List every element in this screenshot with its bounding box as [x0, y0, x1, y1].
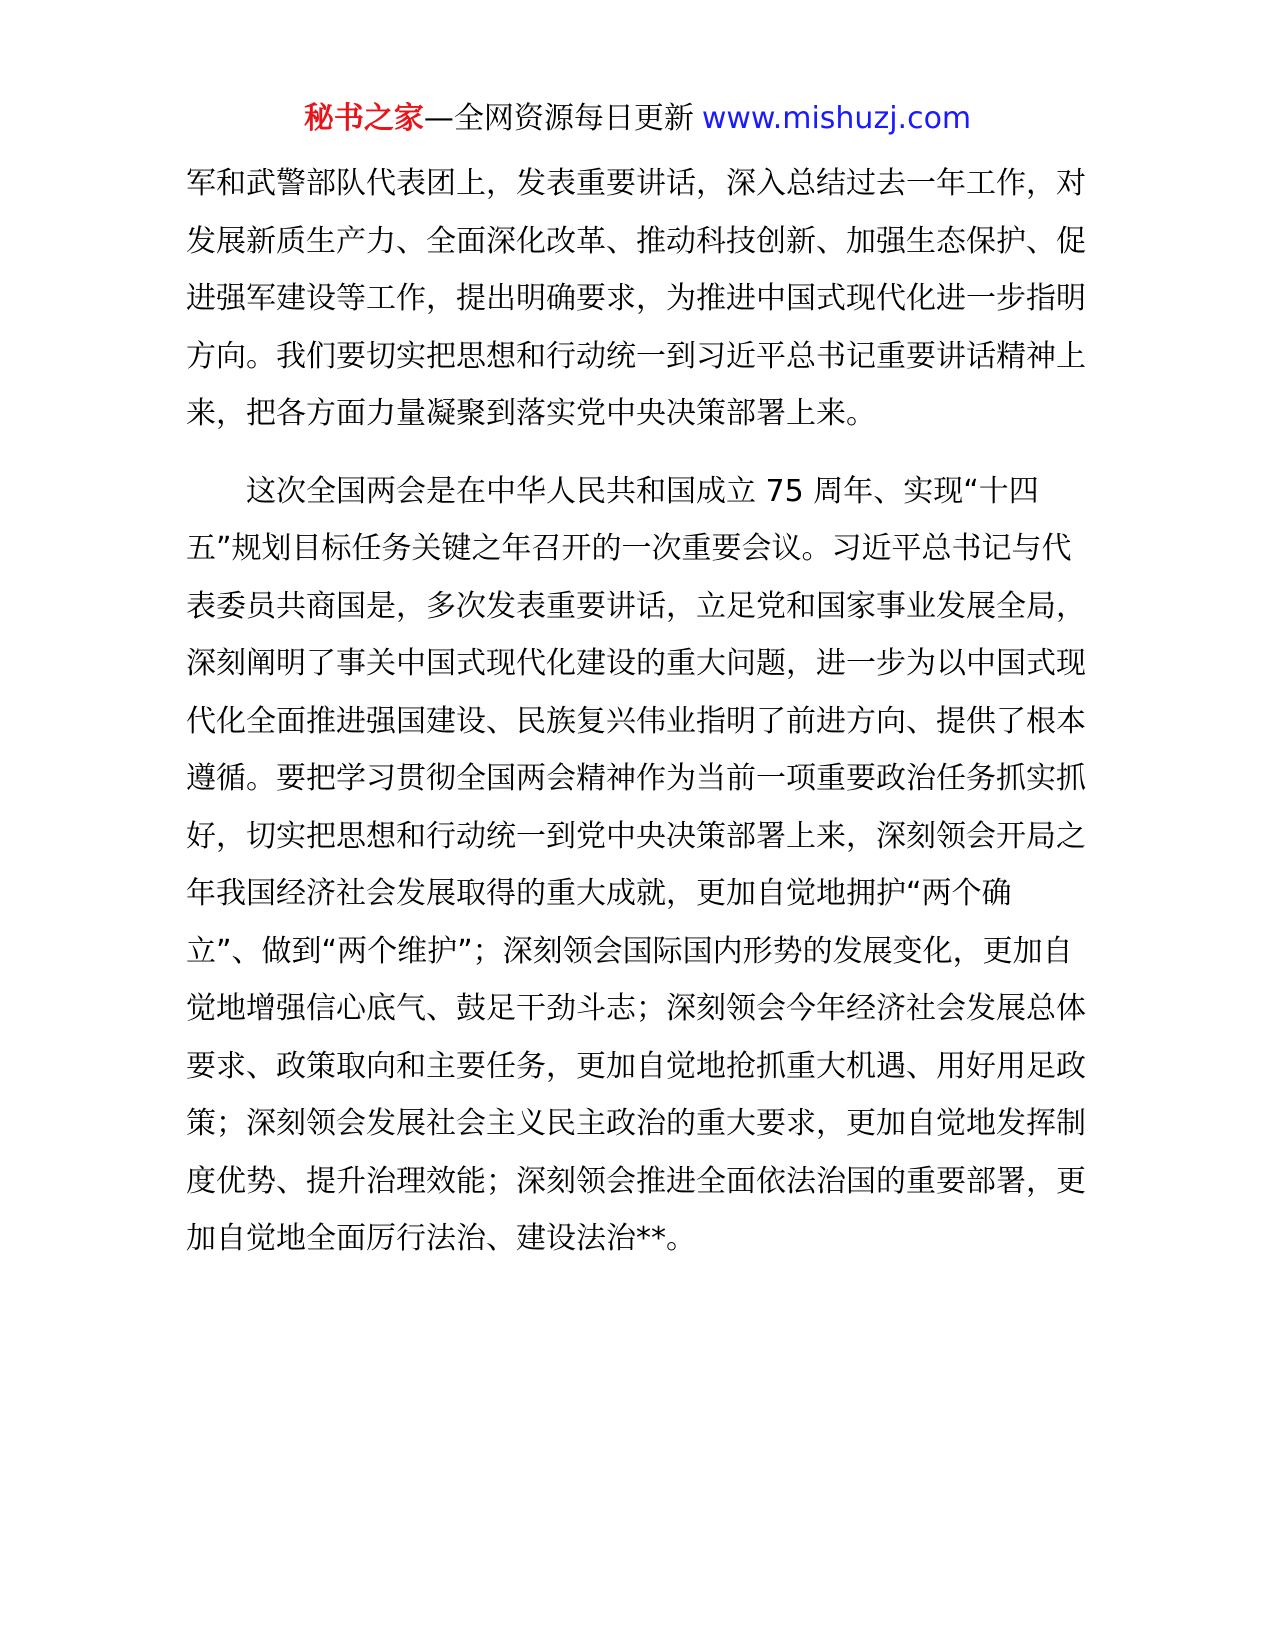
- paragraph: 这次全国两会是在中华人民共和国成立 75 周年、实现“十四五”规划目标任务关键之年召开的一次重要会议。习近平总书记与代表委员共商国是，多次发表重要讲话，立足党和国家事业发展全局，深刻阐明了事关中国式现代化建设的重大问题，进一步为以中国式现代化全面推进强国建设、民族复兴伟业指明了前进方向、提供了根本遵循。要把学习贯彻全国两会精神作为当前一项重要政治任务抓实抓好，切实把思想和行动统一到党中央决策部署上来，深刻领会开局之年我国经济社会发展取得的重大成就，更加自觉地拥护“两个确立”、做到“两个维护”；深刻领会国际国内形势的发展变化，更加自觉地增强信心底气、鼓足干劲斗志；深刻领会今年经济社会发展总体要求、政策取向和主要任务，更加自觉地抢抓重大机遇、用好用足政策；深刻领会发展社会主义民主政治的重大要求，更加自觉地发挥制度优势、提升治理效能；深刻领会推进全面依法治国的重要部署，更加自觉地全面厉行法治、建设法治**。: [186, 473, 1086, 1256]
- brand-name: 秘书之家: [303, 101, 424, 136]
- header-tagline: —全网资源每日更新: [423, 101, 694, 136]
- paragraph-continued: 军和武警部队代表团上，发表重要讲话，深入总结过去一年工作，对发展新质生产力、全面深化改革、推动科技创新、加强生态保护、促进强军建设等工作，提出明确要求，为推进中国式现代化进一步指明方向。我们要切实把思想和行动统一到习近平总书记重要讲话精神上来，把各方面力量凝聚到落实党中央决策部署上来。: [186, 166, 1086, 431]
- page-header: [0, 97, 1275, 141]
- document-body: [186, 155, 1086, 1268]
- site-url-link[interactable]: www.mishuzj.com: [701, 101, 972, 136]
